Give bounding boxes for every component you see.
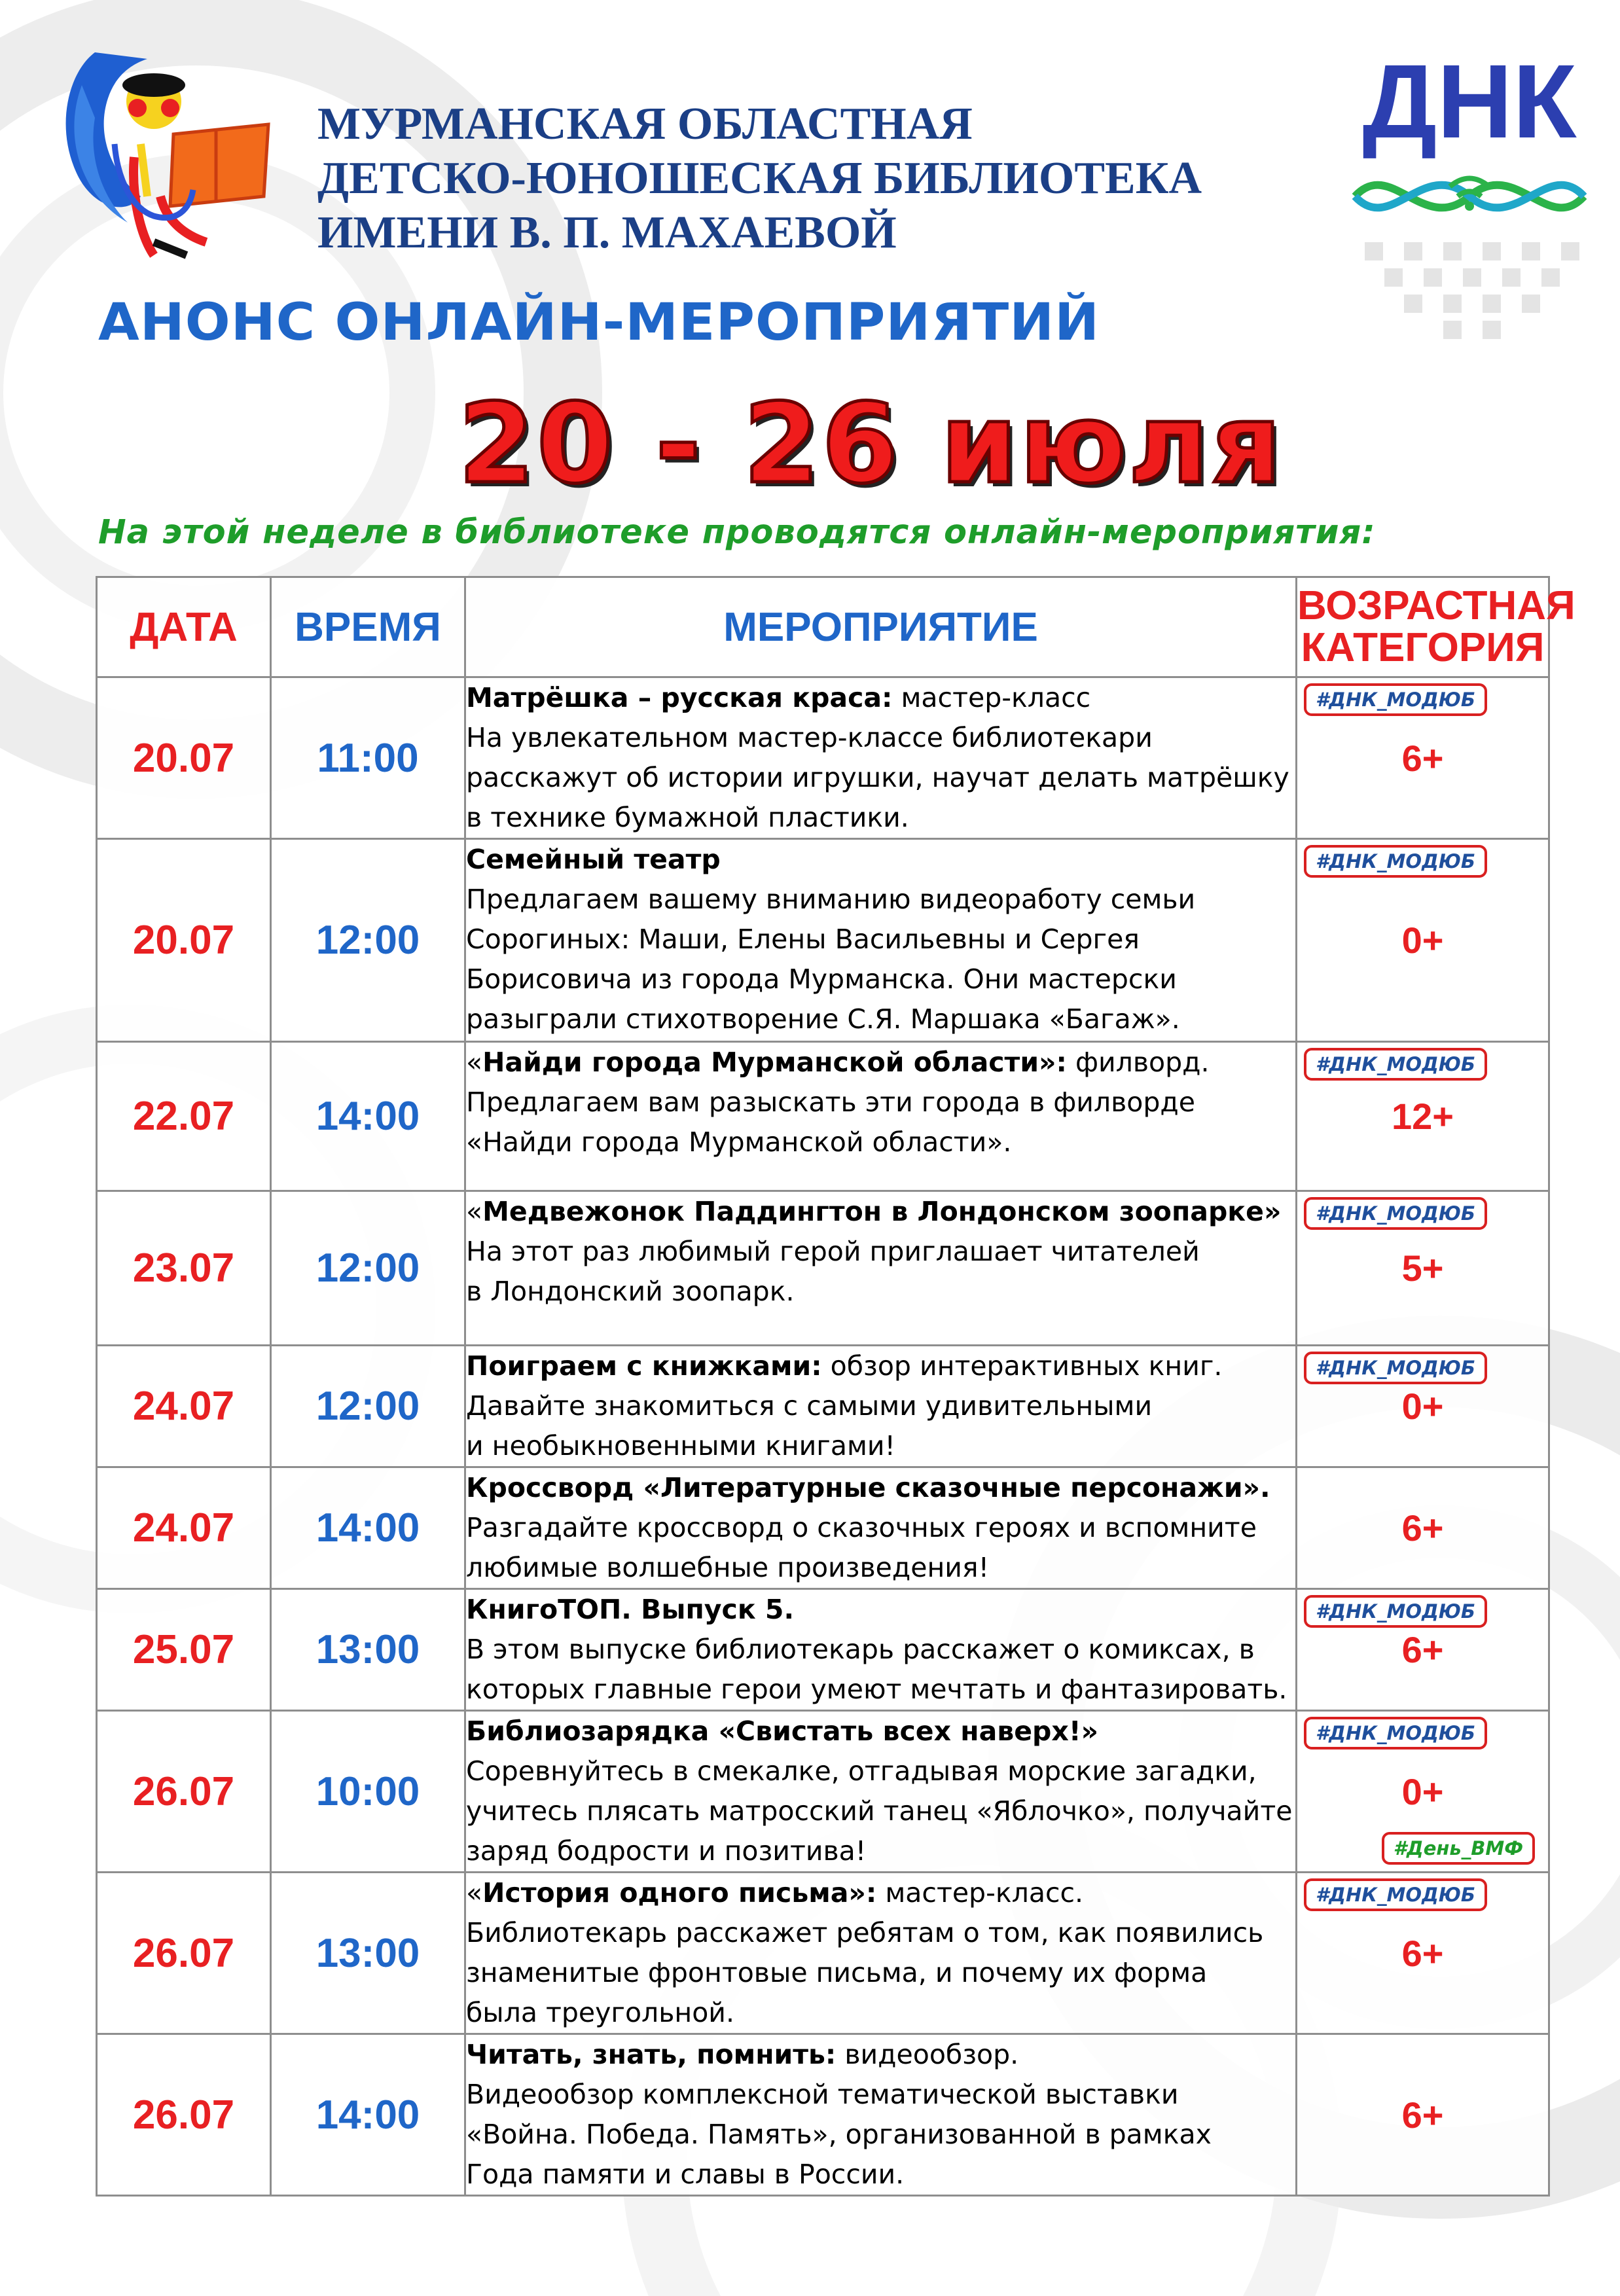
event-title-line [466, 1712, 1295, 1751]
event-description-line: любимые волшебные произведения! [466, 1552, 989, 1583]
hashtag-badge: #ДНК_МОДЮБ [1304, 845, 1487, 878]
dnk-logo-text: ДНК [1362, 46, 1577, 160]
event-title-prefix: « [466, 1877, 483, 1909]
table-row [97, 1191, 1549, 1346]
hashtag-badge: #ДНК_МОДЮБ [1304, 1878, 1487, 1911]
event-description-line: заряд бодрости и позитива! [466, 1835, 867, 1867]
event-description-line: Соревнуйтесь в смекалке, отгадывая морские загадки, [466, 1755, 1257, 1787]
event-age-category [1297, 1191, 1549, 1346]
event-time: 12:00 [271, 1346, 465, 1467]
event-title: Медвежонок Паддингтон в Лондонском зоопарке» [482, 1196, 1282, 1227]
event-description-line: которых главные герои умеют мечтать и фантазировать. [466, 1674, 1287, 1705]
age-rating: 5+ [1401, 1247, 1444, 1289]
age-rating: 6+ [1401, 737, 1444, 779]
event-time: 10:00 [271, 1711, 465, 1873]
event-title-line [466, 1346, 1295, 1386]
event-time: 14:00 [271, 1042, 465, 1191]
event-time: 11:00 [271, 677, 465, 839]
event-description [465, 677, 1297, 839]
event-description-line: Борисовича из города Мурманска. Они мастерски [466, 963, 1177, 995]
events-table [96, 576, 1575, 2197]
event-age-category [1297, 1589, 1549, 1711]
event-description-line: «Найди города Мурманской области». [466, 1126, 1012, 1158]
event-description-line: знаменитые фронтовые письма, и почему их форма [466, 1957, 1208, 1988]
event-description-line: В этом выпуске библиотекарь расскажет о комиксах, в [466, 1634, 1255, 1665]
event-description-line: Сорогиных: Маши, Елены Васильевны и Сергея [466, 924, 1140, 955]
event-age-category [1297, 839, 1549, 1042]
table-row [97, 1589, 1549, 1711]
event-description-line: Разгадайте кроссворд о сказочных героях и вспомните [466, 1512, 1257, 1543]
hashtag-badge: #ДНК_МОДЮБ [1304, 1717, 1487, 1749]
org-line-2: ДЕТСКО-ЮНОШЕСКАЯ БИБЛИОТЕКА [317, 153, 1202, 204]
age-rating: 0+ [1401, 920, 1444, 961]
event-age-category [1297, 1467, 1549, 1589]
event-title: Матрёшка – русская краса: [466, 682, 893, 713]
event-description-line: Предлагаем вам разыскать эти города в филворде [466, 1086, 1195, 1118]
table-row [97, 1873, 1549, 2034]
event-date: 23.07 [97, 1191, 271, 1346]
event-title-rest: обзор интерактивных книг. [821, 1350, 1223, 1382]
subtitle: На этой неделе в библиотеке проводятся онлайн-мероприятия: [98, 513, 1376, 552]
header-date: ДАТА [97, 577, 271, 677]
table-row [97, 1346, 1549, 1467]
event-title-line [466, 678, 1295, 718]
header-event: МЕРОПРИЯТИЕ [465, 577, 1297, 677]
event-description-line: в Лондонский зоопарк. [466, 1276, 795, 1307]
table-row [97, 677, 1549, 839]
event-description-line: Давайте знакомиться с самыми удивительными [466, 1390, 1153, 1422]
event-age-category [1297, 1346, 1549, 1467]
hashtag-badge: #ДНК_МОДЮБ [1304, 1197, 1487, 1230]
event-title-line [466, 1873, 1295, 1913]
age-rating: 6+ [1401, 1507, 1444, 1549]
event-title-rest: мастер-класс. [876, 1877, 1084, 1909]
event-description-line: Года памяти и славы в России. [466, 2159, 905, 2190]
header-age-line-1: ВОЗРАСТНАЯ [1297, 583, 1575, 628]
age-rating: 0+ [1401, 1386, 1444, 1427]
event-description-line: расскажут об истории игрушки, научат делать матрёшку [466, 762, 1289, 793]
dnk-logo [1345, 46, 1594, 353]
event-time: 12:00 [271, 1191, 465, 1346]
event-title: Читать, знать, помнить: [466, 2039, 837, 2070]
event-date: 24.07 [97, 1346, 271, 1467]
age-rating: 6+ [1401, 1932, 1444, 1974]
header-age-line-2: КАТЕГОРИЯ [1301, 625, 1545, 670]
hashtag-badge: #ДНК_МОДЮБ [1304, 1048, 1487, 1081]
organization-name [317, 97, 1332, 260]
event-age-category [1297, 1042, 1549, 1191]
event-description [465, 1467, 1297, 1589]
event-title-line [466, 2035, 1295, 2075]
table-row [97, 1467, 1549, 1589]
event-age-category [1297, 2034, 1549, 2196]
age-rating: 6+ [1401, 2094, 1444, 2136]
event-date: 22.07 [97, 1042, 271, 1191]
org-line-1: МУРМАНСКАЯ ОБЛАСТНАЯ [317, 99, 973, 149]
event-time: 13:00 [271, 1873, 465, 2034]
hashtag-badge-navy-day: #День_ВМФ [1382, 1832, 1535, 1865]
header-time: ВРЕМЯ [271, 577, 465, 677]
event-title-prefix: « [466, 1196, 483, 1227]
event-description [465, 1711, 1297, 1873]
event-description [465, 1589, 1297, 1711]
event-age-category [1297, 677, 1549, 839]
event-description-line: Библиотекарь расскажет ребятам о том, как появились [466, 1917, 1264, 1948]
event-title-line [466, 1192, 1295, 1232]
event-title: История одного письма»: [482, 1877, 877, 1909]
event-description-line: разыграли стихотворение С.Я. Маршака «Багаж». [466, 1003, 1180, 1035]
event-title-line [466, 840, 1295, 880]
table-row [97, 1711, 1549, 1873]
event-title: Библиозарядка «Свистать всех наверх!» [466, 1715, 1099, 1747]
event-title-rest: мастер-класс [892, 682, 1091, 713]
table-row [97, 839, 1549, 1042]
event-date: 26.07 [97, 2034, 271, 2196]
event-date: 20.07 [97, 839, 271, 1042]
event-description [465, 1191, 1297, 1346]
event-title: КнигоТОП. Выпуск 5. [466, 1594, 795, 1625]
event-title-rest: видеообзор. [836, 2039, 1019, 2070]
event-description [465, 1346, 1297, 1467]
org-line-3: ИМЕНИ В. П. МАХАЕВОЙ [317, 207, 897, 258]
header-age-category [1297, 577, 1575, 677]
event-date: 26.07 [97, 1873, 271, 2034]
event-description [465, 1042, 1297, 1191]
event-title-prefix: « [466, 1047, 483, 1078]
event-title-line [466, 1590, 1295, 1630]
event-title: Кроссворд «Литературные сказочные персонажи». [466, 1472, 1270, 1503]
event-date: 24.07 [97, 1467, 271, 1589]
event-title: Семейный театр [466, 844, 721, 875]
event-description-line: была треугольной. [466, 1997, 734, 2028]
event-description [465, 839, 1297, 1042]
hashtag-badge: #ДНК_МОДЮБ [1304, 1595, 1487, 1628]
event-date: 26.07 [97, 1711, 271, 1873]
age-rating: 6+ [1401, 1629, 1444, 1670]
event-age-category [1297, 1873, 1549, 2034]
table-row [97, 2034, 1549, 2196]
event-description-line: учитесь плясать матросский танец «Яблочко», получайте [466, 1795, 1293, 1827]
age-rating: 0+ [1401, 1770, 1444, 1812]
event-description-line: «Война. Победа. Память», организованной в рамках [466, 2119, 1212, 2150]
library-logo [56, 46, 278, 275]
event-title-rest: филворд. [1066, 1047, 1210, 1078]
event-title: Поиграем с книжками: [466, 1350, 822, 1382]
table-row [97, 1042, 1549, 1191]
event-title-line [466, 1468, 1295, 1508]
event-description-line: Предлагаем вашему вниманию видеоработу семьи [466, 884, 1196, 915]
event-description-line: в технике бумажной пластики. [466, 802, 909, 833]
event-description-line: На этот раз любимый герой приглашает читателей [466, 1236, 1200, 1267]
event-date: 25.07 [97, 1589, 271, 1711]
event-age-category [1297, 1711, 1549, 1873]
hashtag-badge: #ДНК_МОДЮБ [1304, 1352, 1487, 1384]
event-time: 14:00 [271, 2034, 465, 2196]
event-description-line: и необыкновенными книгами! [466, 1430, 895, 1462]
event-description-line: Видеообзор комплексной тематической выставки [466, 2079, 1179, 2110]
event-description [465, 2034, 1297, 2196]
event-time: 12:00 [271, 839, 465, 1042]
table-header-row [97, 577, 1549, 677]
event-description-line: На увлекательном мастер-классе библиотекари [466, 722, 1153, 753]
event-description [465, 1873, 1297, 2034]
event-date: 20.07 [97, 677, 271, 839]
event-time: 14:00 [271, 1467, 465, 1589]
event-time: 13:00 [271, 1589, 465, 1711]
hashtag-badge: #ДНК_МОДЮБ [1304, 683, 1487, 716]
announce-title: АНОНС ОНЛАЙН-МЕРОПРИЯТИЙ [98, 293, 1100, 352]
age-rating: 12+ [1392, 1096, 1454, 1137]
event-title-line [466, 1043, 1295, 1083]
event-title: Найди города Мурманской области»: [482, 1047, 1067, 1078]
date-range: 20 - 26 июля [458, 380, 1284, 508]
